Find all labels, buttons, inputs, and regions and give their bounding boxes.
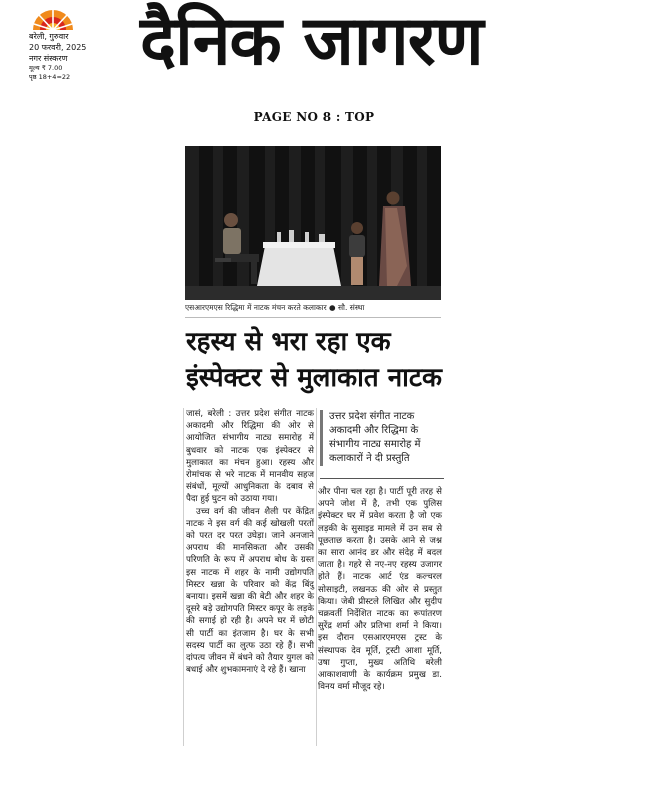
- caption-divider: [185, 317, 441, 318]
- paragraph-3: और पीना चल रहा है। पार्टी पूरी तरह से अपने जोश में है, तभी एक पुलिस इंस्पेक्टर घर में प्रवेश करता है जो एक लड़की के सुसाइड मामले में उन सब से पूछताछ करता है। उसके आने से जश्न का सारा आनंद डर और संदेह में बदल जाता है। गहरे से नए-नए रहस्य उजागर होते हैं। नाटक आर्ट एंड कल्चरल सोसाइटी, लखनऊ की ओर से प्रस्तुत किया। जेबी प्रीस्टले लिखित और सुदीप चक्रवर्ती निर्देशित नाटक का रूपांतरण सुरेंद्र शर्मा और प्रतिभा शर्मा ने किया। इस दौरान एसआरएमएस ट्रस्ट के संस्थापक देव मूर्ति, ट्रस्टी आशा मूर्ति, उषा गुप्ता, मुख्य अतिथि बरेली आकाशवाणी के कार्यक्रम प्रमुख डा. विनय वर्मा मौजूद रहे।: [318, 487, 442, 693]
- column-divider: [316, 408, 317, 746]
- stage-photo: [185, 146, 441, 300]
- masthead-meta: [29, 31, 129, 82]
- paragraph-2: उच्च वर्ग की जीवन शैली पर केंद्रित नाटक ने इस वर्ग की कई खोखली परतों को परत दर परत उघेड़ा। जाने अनजाने अपराध की मानसिकता और उसकी परिणति के रूप में अपराध बोध के ग्रस्त इस नाटक में शहर के नामी उद्योगपति मिस्टर खन्ना के परिवार को केंद्र बिंदु बनाया। इसमें खन्ना की बेटी और शहर के दूसरे बड़े उद्योगपति मिस्टर कपूर के लड़के की सगाई हो रही है। अपने घर में छोटी सी पार्टी का इंतजाम है। घर के सभी सदस्य पार्टी का लुत्फ उठा रहे हैं। सभी दांपत्य जीवन में बंधने को तैयार युगल को बधाई और शुभकामनाएं दे रहे हैं। खाना: [186, 506, 314, 676]
- photo-caption: एसआरएमएस रिद्धिमा में नाटक मंचन करते कलाकार ● सौ. संस्था: [185, 303, 365, 312]
- article-column-2: [318, 486, 442, 693]
- page-label: PAGE NO 8 : TOP: [253, 110, 375, 124]
- paragraph-1: जासं, बरेली : उत्तर प्रदेश संगीत नाटक अकादमी और रिद्धिमा की ओर से आयोजित संभागीय नाट्य समारोह में बुधवार को नाटक एक इंस्पेक्टर से मुलाकात का मंचन हुआ। रहस्य और रोमांचक से भरे नाटक में मानवीय सहज संबंधों, मूल्यों आधुनिकता के दबाव से पैदा हुई घुटन को उठाया गया।: [186, 409, 314, 505]
- headline: रहस्य से भरा रहा एक इंस्पेक्टर से मुलाकात नाटक: [186, 327, 442, 393]
- pull-quote: उत्तर प्रदेश संगीत नाटक अकादमी और रिद्धिमा के संभागीय नाट्य समारोह में कलाकारों ने दी प्रस्तुति: [320, 410, 449, 466]
- pull-quote-rule: [320, 478, 444, 479]
- sun-logo: [31, 6, 75, 30]
- column-divider-left: [183, 408, 184, 746]
- newspaper-title: दैनिक जागरण: [140, 2, 483, 81]
- price: मूल्य ₹ 7.00: [29, 64, 63, 72]
- page-count: पृष्ठ 18+4=22: [29, 73, 71, 81]
- city-day: बरेली, गुरुवार: [29, 32, 69, 41]
- article-column-1: [186, 408, 314, 676]
- edition: नगर संस्करण: [29, 54, 68, 63]
- issue-date: 20 फरवरी, 2025: [29, 43, 87, 52]
